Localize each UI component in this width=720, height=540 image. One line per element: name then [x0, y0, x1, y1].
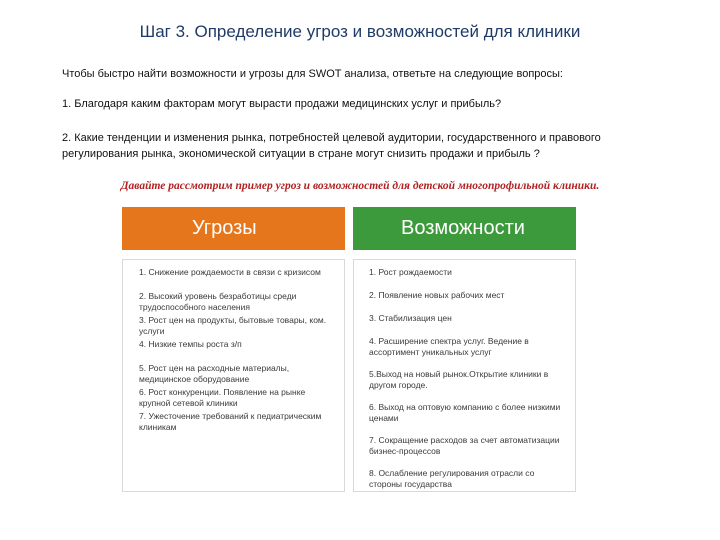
- opportunities-column: [353, 207, 576, 492]
- opportunities-list: [353, 259, 576, 492]
- opportunity-item: 3. Стабилизация цен: [369, 313, 452, 323]
- opportunity-item: 4. Расширение спектра услуг. Ведение в ассортимент уникальных услуг: [369, 336, 529, 357]
- opportunity-item: 2. Появление новых рабочих мест: [369, 290, 505, 300]
- page-title: Шаг 3. Определение угроз и возможностей для клиники: [139, 22, 581, 41]
- threat-item: 7. Ужесточение требований к педиатрическим клиникам: [139, 411, 322, 432]
- threat-item: 4. Низкие темпы роста з/п: [139, 339, 242, 349]
- question-1: 1. Благодаря каким факторам могут вырасти продажи медицинских услуг и прибыль?: [62, 98, 502, 110]
- threat-item: 1. Снижение рождаемости в связи с кризисом: [139, 267, 321, 277]
- intro-text: Чтобы быстро найти возможности и угрозы для SWOT анализа, ответьте на следующие вопросы:: [62, 68, 563, 80]
- opportunity-item: 5.Выход на новый рынок.Открытие клиники в другом городе.: [369, 369, 549, 390]
- opportunities-header: Возможности: [353, 207, 576, 250]
- threats-header: Угрозы: [122, 207, 345, 250]
- opportunity-item: 1. Рост рождаемости: [369, 267, 452, 277]
- threat-item: 6. Рост конкуренции. Появление на рынке крупной сетевой клиники: [139, 387, 306, 408]
- threat-item: 2. Высокий уровень безработицы среди трудоспособного населения: [139, 291, 297, 312]
- threat-item: 3. Рост цен на продукты, бытовые товары, ком. услуги: [139, 315, 327, 336]
- opportunity-item: 7. Сокращение расходов за счет автоматизации бизнес-процессов: [369, 435, 560, 456]
- example-caption: Давайте рассмотрим пример угроз и возможностей для детской многопрофильной клиники.: [120, 180, 600, 192]
- opportunity-item: 6. Выход на оптовую компанию с более низкими ценами: [369, 402, 561, 423]
- threat-item: 5. Рост цен на расходные материалы, медицинское оборудование: [139, 363, 290, 384]
- opportunity-item: 8. Ослабление регулирования отрасли со стороны государства: [369, 468, 535, 489]
- question-2: 2. Какие тенденции и изменения рынка, потребностей целевой аудитории, государственного и правового регулирования рынка, экономической ситуации в стране могут снизить продажи и прибыль ?: [62, 132, 601, 160]
- threats-column: [122, 207, 345, 492]
- threats-list: [122, 259, 345, 492]
